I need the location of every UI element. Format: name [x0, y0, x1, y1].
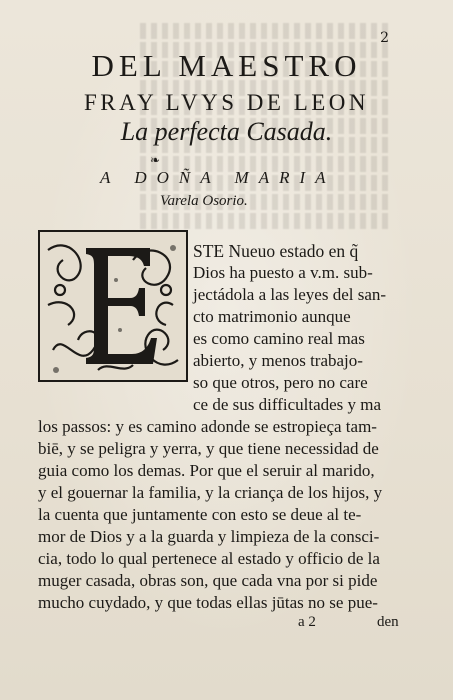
body-line: so que otros, pero no care — [193, 373, 368, 392]
heading-author-line-2: FRAY LVYS DE LEON — [83, 90, 370, 115]
body-line: cia, todo lo qual pertenece al estado y officio de la — [38, 549, 380, 568]
signature-mark: a 2 — [298, 614, 316, 630]
fleuron-ornament: ❧ — [150, 153, 161, 167]
catchword: den — [377, 614, 399, 630]
body-line: cto matrimonio aunque — [193, 307, 351, 326]
body-line: guia como los demas. Por que el seruir al marido, — [38, 461, 375, 480]
body-line: mor de Dios y a la guarda y limpieza de la consci- — [38, 527, 380, 546]
body-line: ce de sus difficultades y ma — [193, 395, 382, 414]
dedication-line-1: A DOÑA MARIA — [100, 168, 336, 187]
body-line: muger casada, obras son, que cada vna por si pide — [38, 571, 378, 590]
body-line: Dios ha puesto a v.m. sub- — [193, 263, 373, 282]
body-line: abierto, y menos trabajo- — [193, 351, 363, 370]
dedication-line-2: Varela Osorio. — [160, 193, 248, 209]
body-line: jectádola a las leyes del san- — [193, 285, 387, 304]
decorated-initial-e — [38, 230, 188, 382]
woodcut-initial-icon — [38, 230, 188, 382]
book-title: La perfecta Casada. — [120, 117, 333, 146]
body-line: y el gouernar la familia, y la criança de los hijos, y — [38, 483, 383, 502]
body-line: es como camino real mas — [193, 329, 365, 348]
page-number: 2 — [380, 30, 389, 46]
heading-author-line-1: DEL MAESTRO — [91, 48, 362, 83]
body-line: biē, y se peligra y yerra, y que tiene necessidad de — [38, 439, 379, 458]
body-line: la cuenta que juntamente con esto se deue al te- — [38, 505, 362, 524]
body-line: los passos: y es camino adonde se estropieça tam- — [38, 417, 377, 436]
body-line: mucho cuydado, y que todas ellas jūtas no se pue- — [38, 593, 378, 612]
body-line: STE Nueuo estado en q̃ — [193, 241, 359, 261]
